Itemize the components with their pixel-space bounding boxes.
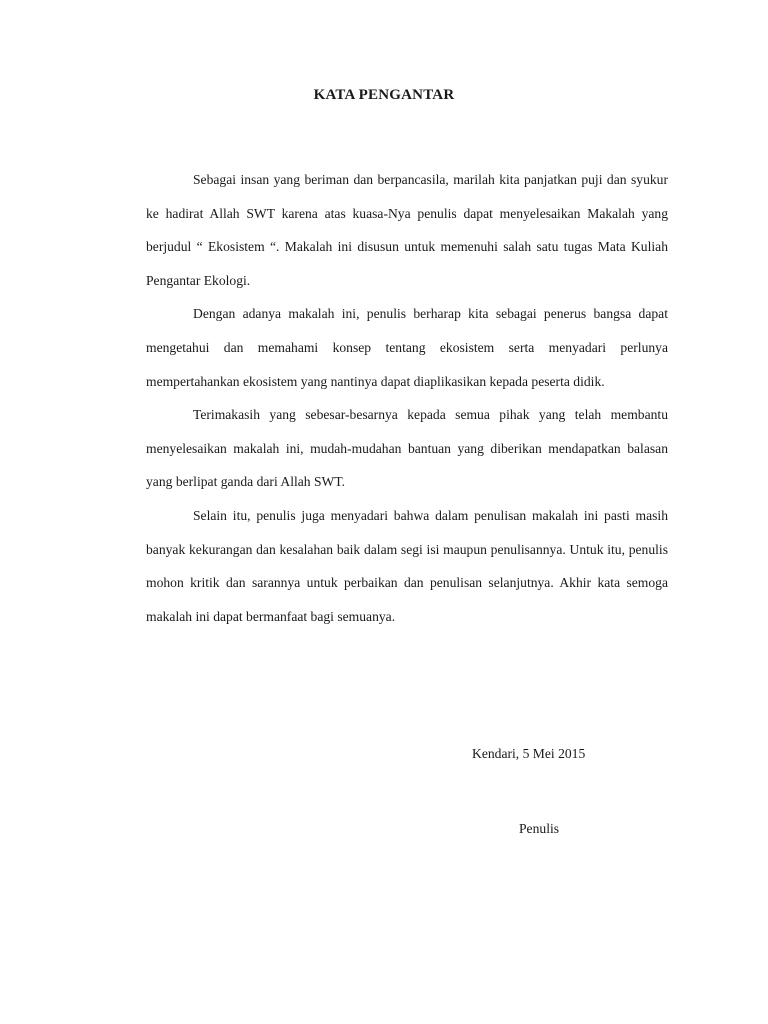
body-text xyxy=(146,163,668,633)
paragraph-1: Sebagai insan yang beriman dan berpancasila, marilah kita panjatkan puji dan syukur ke hadirat Allah SWT karena atas kuasa-Nya penulis dapat menyelesaikan Makalah yang berjudul “ Ekosistem “. Makalah ini disusun untuk memenuhi salah satu tugas Mata Kuliah Pengantar Ekologi. xyxy=(146,172,668,288)
paragraph-4: Selain itu, penulis juga menyadari bahwa dalam penulisan makalah ini pasti masih banyak kekurangan dan kesalahan baik dalam segi isi maupun penulisannya. Untuk itu, penulis mohon kritik dan sarannya untuk perbaikan dan penulisan selanjutnya. Akhir kata semoga makalah ini dapat bermanfaat bagi semuanya. xyxy=(146,507,668,624)
place-date: Kendari, 5 Mei 2015 xyxy=(472,746,586,761)
paragraph-3: Terimakasih yang sebesar-besarnya kepada semua pihak yang telah membantu menyelesaikan makalah ini, mudah-mudahan bantuan yang diberikan mendapatkan balasan yang berlipat ganda dari Allah SWT. xyxy=(146,407,668,490)
page-title: KATA PENGANTAR xyxy=(313,87,455,103)
author-signature: Penulis xyxy=(519,821,560,836)
paragraph-2: Dengan adanya makalah ini, penulis berharap kita sebagai penerus bangsa dapat mengetahui dan memahami konsep tentang ekosistem serta menyadari perlunya mempertahankan ekosistem yang nantinya dapat diaplikasikan kepada peserta didik. xyxy=(146,306,668,389)
